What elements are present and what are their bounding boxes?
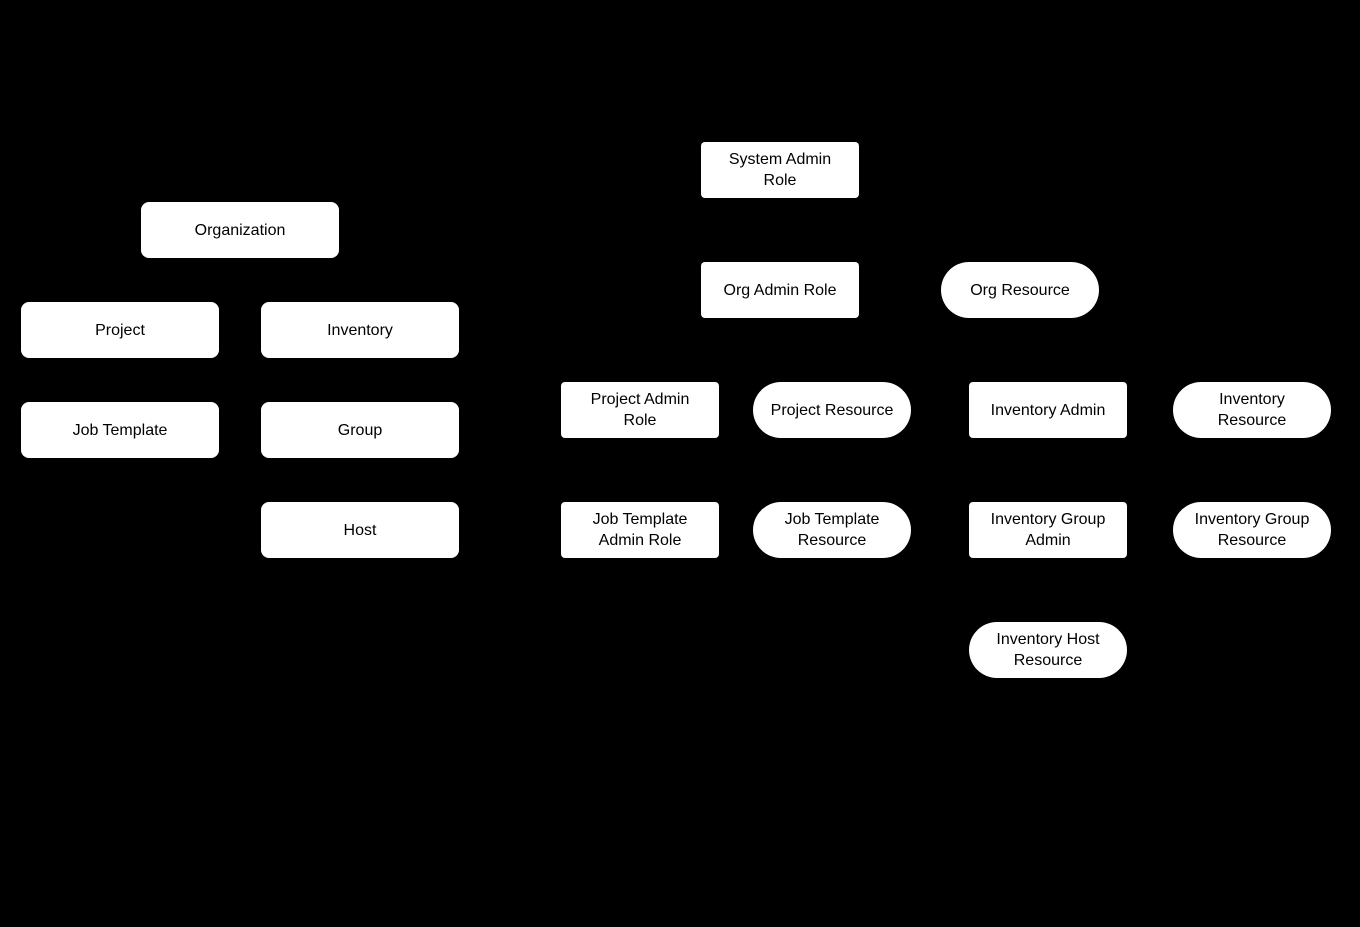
node-job-template-resource xyxy=(753,502,911,558)
node-label: Host xyxy=(343,521,377,539)
node-inventory-host-resource xyxy=(969,622,1127,678)
node-label: Org Admin Role xyxy=(723,281,837,299)
node-label: Group xyxy=(337,421,383,439)
node-organization xyxy=(141,202,339,258)
node-host xyxy=(261,502,459,558)
node-label: Project Admin xyxy=(590,391,690,408)
node-inventory-group-admin xyxy=(969,502,1127,558)
node-label: Inventory Host xyxy=(996,631,1100,648)
node-project-resource xyxy=(753,382,911,438)
node-system-admin-role xyxy=(701,142,859,198)
node-label: Project Resource xyxy=(770,401,894,419)
node-label: Role xyxy=(763,172,797,189)
node-label: Admin xyxy=(1025,532,1071,549)
node-label: Inventory Group xyxy=(1194,511,1310,528)
node-inventory-admin xyxy=(969,382,1127,438)
node-label: Inventory xyxy=(1219,391,1285,408)
node-label: Inventory Group xyxy=(990,511,1106,528)
node-label: Org Resource xyxy=(970,281,1070,299)
node-label: Inventory Admin xyxy=(990,401,1106,419)
node-label: Resource xyxy=(1217,532,1287,549)
node-project-admin-role xyxy=(561,382,719,438)
node-inventory xyxy=(261,302,459,358)
node-org-resource xyxy=(941,262,1099,318)
node-label: Inventory xyxy=(327,321,393,339)
node-label: Admin Role xyxy=(598,532,682,549)
node-label: Resource xyxy=(1217,412,1287,429)
node-label: System Admin xyxy=(728,151,832,168)
node-label: Job Template xyxy=(784,511,880,528)
node-org-admin-role xyxy=(701,262,859,318)
node-inventory-group-resource xyxy=(1173,502,1331,558)
node-inventory-resource xyxy=(1173,382,1331,438)
node-group xyxy=(261,402,459,458)
node-label: Project xyxy=(95,321,145,339)
node-project xyxy=(21,302,219,358)
node-label: Resource xyxy=(1013,652,1083,669)
node-label: Job Template xyxy=(72,421,168,439)
node-label: Organization xyxy=(194,221,286,239)
node-job-template xyxy=(21,402,219,458)
node-label: Resource xyxy=(797,532,867,549)
node-job-template-admin-role xyxy=(561,502,719,558)
node-label: Job Template xyxy=(592,511,688,528)
node-label: Role xyxy=(623,412,657,429)
